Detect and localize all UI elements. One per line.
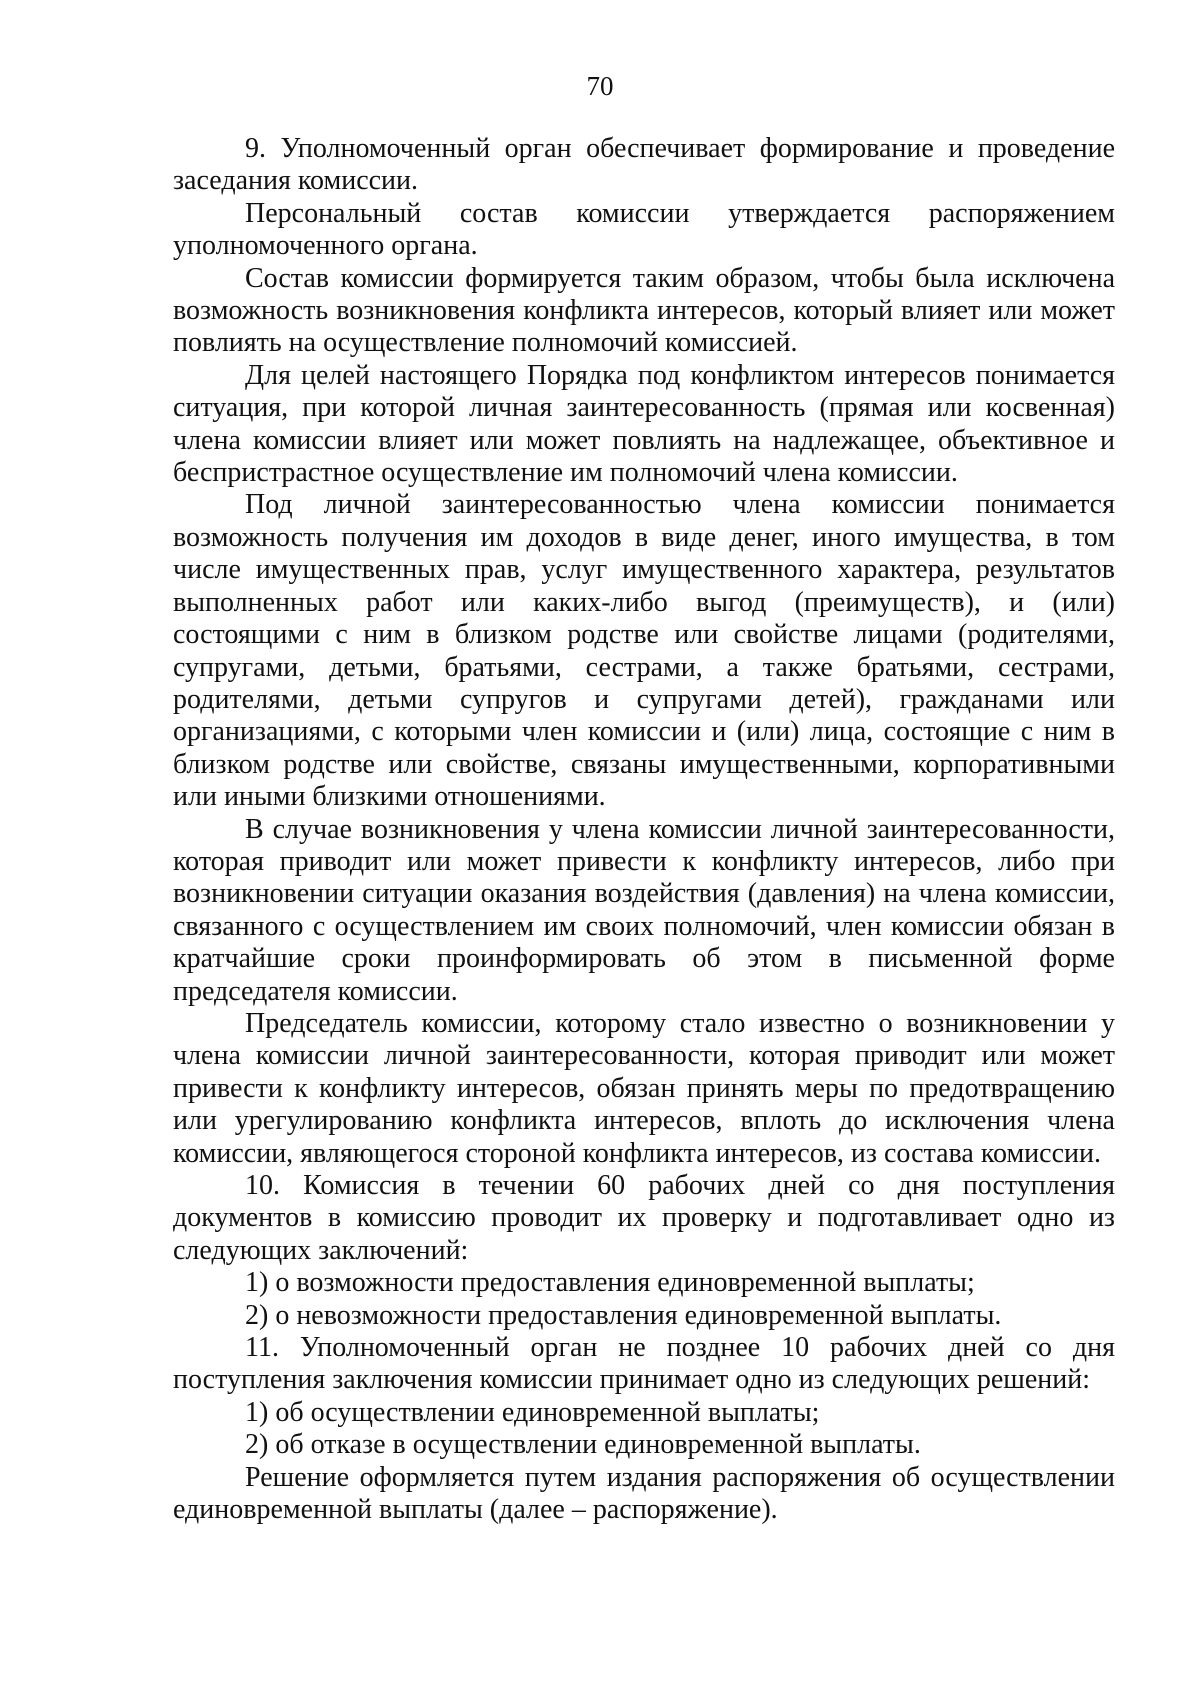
- list-item: 2) об отказе в осуществлении единовременной выплаты.: [245, 1429, 921, 1461]
- paragraph: В случае возникновения у члена комиссии личной заинтересованности, которая приводит или может привести к конфликту интересов, либо при возникновении ситуации оказания воздействия (давления) на члена комиссии, связанного с осуществлением им своих полномочий, член комиссии обязан в кратчайшие сроки проинформировать об этом в письменной форме председателя комиссии.: [173, 813, 1115, 1007]
- paragraph: 10. Комиссия в течении 60 рабочих дней со дня поступления документов в комиссию проводит их проверку и подготавливает одно из следующих заключений:: [173, 1170, 1115, 1266]
- paragraph: Состав комиссии формируется таким образом, чтобы была исключена возможность возникновения конфликта интересов, который влияет или может повлиять на осуществление полномочий комиссией.: [173, 262, 1115, 359]
- list-item: 1) об осуществлении единовременной выплаты;: [245, 1396, 820, 1428]
- list-item: 1) о возможности предоставления единовременной выплаты;: [245, 1267, 975, 1299]
- paragraph: Решение оформляется путем издания распоряжения об осуществлении единовременной выплаты (далее – распоряжение).: [173, 1461, 1115, 1526]
- paragraph: Председатель комиссии, которому стало известно о возникновении у члена комиссии личной заинтересованности, которая приводит или может привести к конфликту интересов, обязан принять меры по предотвращению или урегулированию конфликта интересов, вплоть до исключения члена комиссии, являющегося стороной конфликта интересов, из состава комиссии.: [173, 1007, 1115, 1169]
- paragraph: Персональный состав комиссии утверждается распоряжением уполномоченного органа.: [173, 197, 1115, 262]
- paragraph: Под личной заинтересованностью члена комиссии понимается возможность получения им доходов в виде денег, иного имущества, в том числе имущественных прав, услуг имущественного характера, результатов выполненных работ или каких-либо выгод (преимуществ), и (или) состоящими с ним в близком родстве или свойстве лицами (родителями, супругами, детьми, братьями, сестрами, а также братьями, сестрами, родителями, детьми супругов и супругами детей), гражданами или организациями, с которыми член комиссии и (или) лица, состоящие с ним в близком родстве или свойстве, связаны имущественными, корпоративными или иными близкими отношениями.: [173, 489, 1115, 813]
- document-body: [173, 133, 1115, 1526]
- paragraph: 11. Уполномоченный орган не позднее 10 рабочих дней со дня поступления заключения комиссии принимает одно из следующих решений:: [173, 1332, 1115, 1396]
- paragraph: 9. Уполномоченный орган обеспечивает формирование и проведение заседания комиссии.: [173, 133, 1115, 197]
- paragraph: Для целей настоящего Порядка под конфликтом интересов понимается ситуация, при которой личная заинтересованность (прямая или косвенная) члена комиссии влияет или может повлиять на надлежащее, объективное и беспристрастное осуществление им полномочий члена комиссии.: [173, 359, 1115, 489]
- page-number: 70: [586, 71, 614, 101]
- list-item: 2) о невозможности предоставления единовременной выплаты.: [245, 1299, 1002, 1331]
